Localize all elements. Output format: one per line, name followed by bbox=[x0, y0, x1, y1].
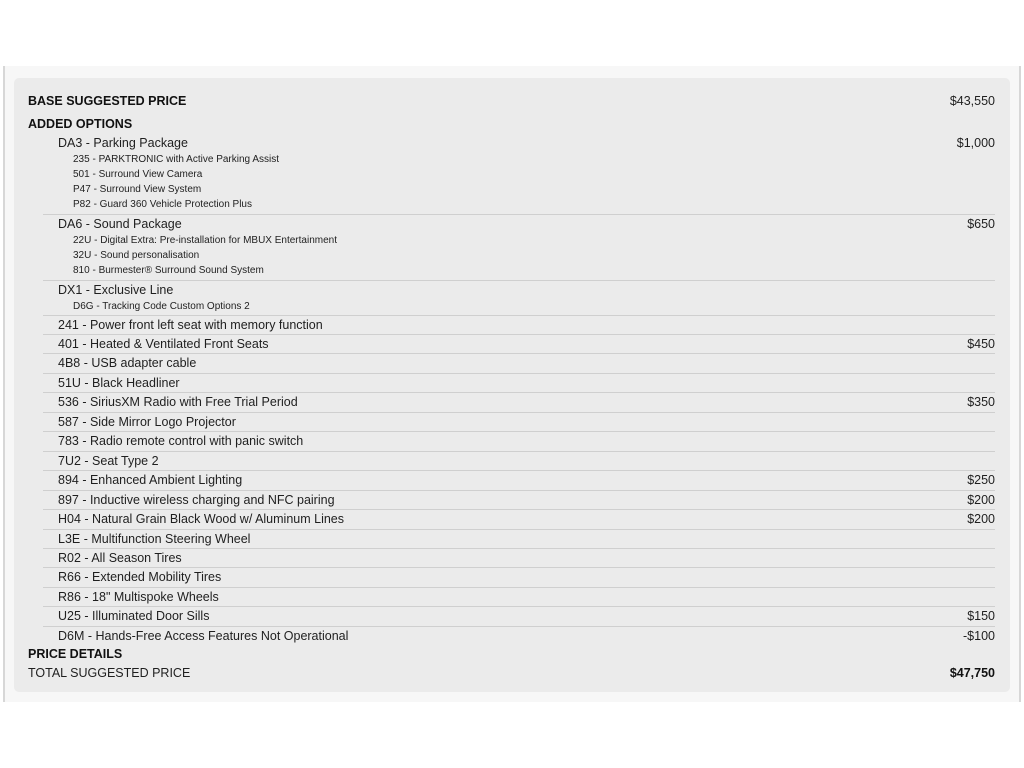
package-item-label: 810 - Burmester® Surround Sound System bbox=[73, 265, 264, 276]
option-label: 401 - Heated & Ventilated Front Seats bbox=[58, 337, 269, 351]
option-label: 536 - SiriusXM Radio with Free Trial Period bbox=[58, 395, 298, 409]
option-row bbox=[28, 354, 995, 372]
price-details-header bbox=[28, 645, 995, 663]
package-row bbox=[28, 215, 995, 233]
option-label: 783 - Radio remote control with panic switch bbox=[58, 434, 304, 448]
package-item-label: P82 - Guard 360 Vehicle Protection Plus bbox=[73, 199, 252, 210]
package-item bbox=[28, 263, 995, 278]
package-label: DA3 - Parking Package bbox=[58, 136, 188, 150]
option-label: L3E - Multifunction Steering Wheel bbox=[58, 532, 251, 546]
option-label: 587 - Side Mirror Logo Projector bbox=[58, 415, 236, 429]
package-row bbox=[28, 281, 995, 299]
package-item bbox=[28, 299, 995, 314]
package-item bbox=[28, 167, 995, 182]
option-label: 894 - Enhanced Ambient Lighting bbox=[58, 473, 243, 487]
option-price: $150 bbox=[967, 609, 995, 623]
option-row bbox=[28, 510, 995, 528]
package-item bbox=[28, 152, 995, 167]
package-item bbox=[28, 248, 995, 263]
added-options-header bbox=[28, 115, 995, 133]
package-item-label: 22U - Digital Extra: Pre-installation for MBUX Entertainment bbox=[73, 235, 337, 246]
package-price: $1,000 bbox=[956, 136, 995, 150]
option-row bbox=[28, 568, 995, 586]
option-row bbox=[28, 491, 995, 509]
option-price: $200 bbox=[967, 512, 995, 526]
option-label: 241 - Power front left seat with memory function bbox=[58, 318, 323, 332]
package-row bbox=[28, 134, 995, 152]
option-row bbox=[28, 316, 995, 334]
package-item-label: 501 - Surround View Camera bbox=[73, 169, 203, 180]
package-item-label: D6G - Tracking Code Custom Options 2 bbox=[73, 301, 250, 312]
package-item bbox=[28, 233, 995, 248]
total-price-row bbox=[28, 664, 995, 682]
option-row bbox=[28, 413, 995, 431]
option-label: 7U2 - Seat Type 2 bbox=[58, 454, 159, 468]
option-price: $450 bbox=[967, 337, 995, 351]
price-sticker-card bbox=[14, 78, 1010, 692]
option-label: R66 - Extended Mobility Tires bbox=[58, 570, 222, 584]
option-row bbox=[28, 549, 995, 567]
option-label: H04 - Natural Grain Black Wood w/ Aluminum Lines bbox=[58, 512, 344, 526]
package-item-label: 235 - PARKTRONIC with Active Parking Assist bbox=[73, 154, 279, 165]
option-price: $350 bbox=[967, 395, 995, 409]
option-row bbox=[28, 374, 995, 392]
package-price: $650 bbox=[967, 217, 995, 231]
package-label: DA6 - Sound Package bbox=[58, 217, 182, 231]
option-label: D6M - Hands-Free Access Features Not Operational bbox=[58, 629, 349, 643]
price-details-label: PRICE DETAILS bbox=[28, 647, 123, 661]
package-label: DX1 - Exclusive Line bbox=[58, 283, 174, 297]
option-label: U25 - Illuminated Door Sills bbox=[58, 609, 210, 623]
option-price: $200 bbox=[967, 493, 995, 507]
option-row bbox=[28, 588, 995, 606]
option-price: -$100 bbox=[963, 629, 995, 643]
base-price-label: BASE SUGGESTED PRICE bbox=[28, 94, 187, 108]
option-row bbox=[28, 607, 995, 625]
option-label: 4B8 - USB adapter cable bbox=[58, 356, 197, 370]
option-row bbox=[28, 452, 995, 470]
option-label: R86 - 18" Multispoke Wheels bbox=[58, 590, 219, 604]
package-item-label: 32U - Sound personalisation bbox=[73, 250, 200, 261]
added-options-label: ADDED OPTIONS bbox=[28, 117, 133, 131]
option-row bbox=[28, 335, 995, 353]
package-item-label: P47 - Surround View System bbox=[73, 184, 202, 195]
option-price: $250 bbox=[967, 473, 995, 487]
option-row bbox=[28, 627, 995, 645]
option-row bbox=[28, 432, 995, 450]
option-label: 897 - Inductive wireless charging and NFC pairing bbox=[58, 493, 335, 507]
package-item bbox=[28, 197, 995, 212]
base-price-value: $43,550 bbox=[949, 94, 995, 108]
base-price-row bbox=[28, 92, 995, 110]
option-row bbox=[28, 471, 995, 489]
total-price-value: $47,750 bbox=[949, 666, 995, 680]
option-row bbox=[28, 530, 995, 548]
total-price-label: TOTAL SUGGESTED PRICE bbox=[28, 666, 191, 680]
option-row bbox=[28, 393, 995, 411]
option-label: 51U - Black Headliner bbox=[58, 376, 180, 390]
package-item bbox=[28, 182, 995, 197]
option-label: R02 - All Season Tires bbox=[58, 551, 182, 565]
